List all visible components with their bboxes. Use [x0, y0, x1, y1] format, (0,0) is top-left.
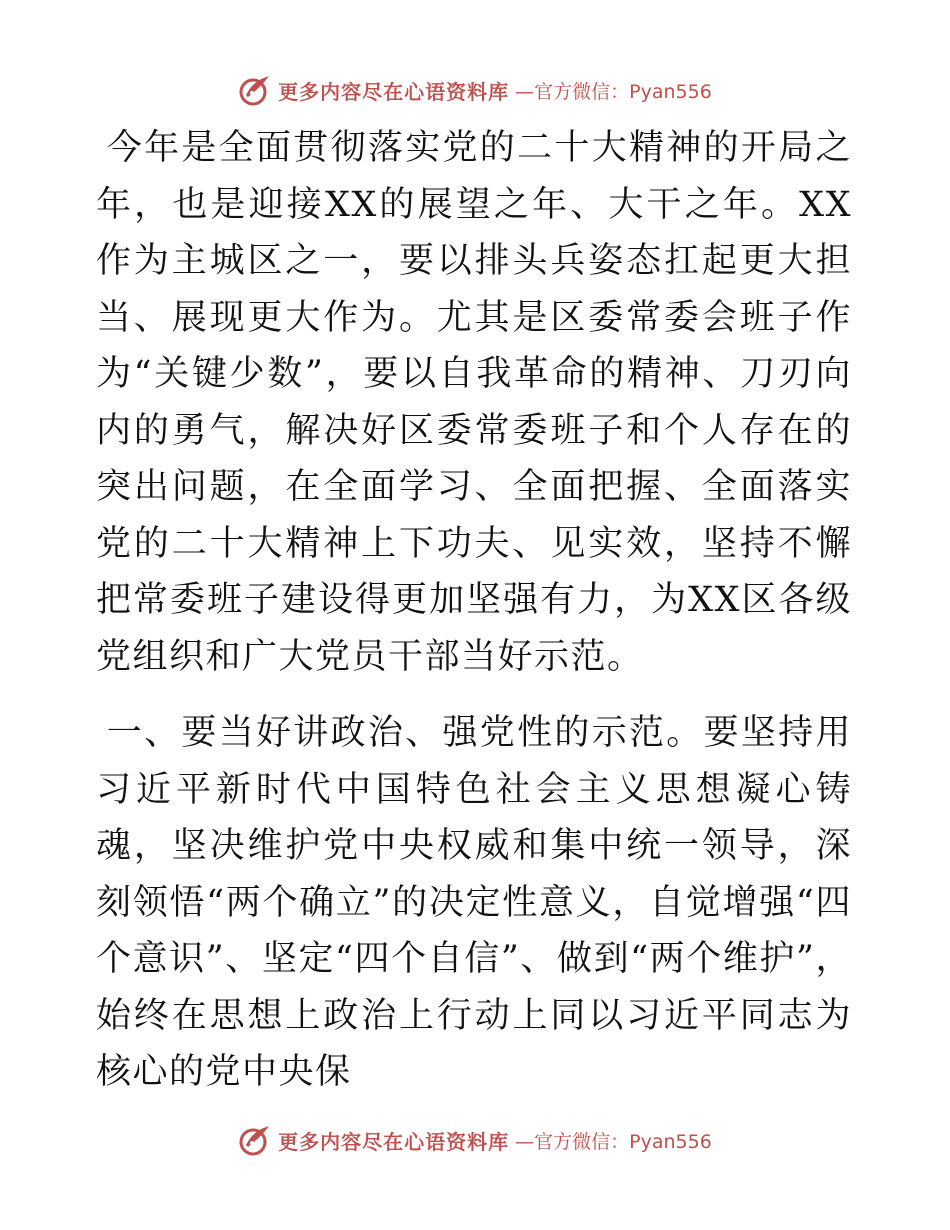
paragraph-intro	[96, 120, 852, 685]
quill-logo-icon	[238, 1123, 272, 1157]
document-body	[96, 120, 852, 1121]
header-watermark-banner	[0, 70, 950, 110]
footer-watermark-banner	[0, 1120, 950, 1160]
banner-contact-text: —官方微信：Pyan556	[515, 1130, 712, 1153]
paragraph-section-one	[96, 705, 852, 1101]
paragraph-intro-text: 今年是全面贯彻落实党的二十大精神的开局之年，也是迎接XX的展望之年、大干之年。XX作为主城区之一，要以排头兵姿态扛起更大担当、展现更大作为。尤其是区委常委会班子作为“关键少数”，要以自我革命的精神、刀刃向内的勇气，解决好区委常委班子和个人存在的突出问题，在全面学习、全面把握、全面落实党的二十大精神上下功夫、见实效，坚持不懈把常委班子建设得更加坚强有力，为XX区各级党组织和广大党员干部当好示范。	[96, 128, 852, 677]
quill-logo-icon	[238, 73, 272, 107]
banner-brand-text: 更多内容尽在心语资料库	[278, 79, 510, 104]
banner-brand-text: 更多内容尽在心语资料库	[278, 1129, 510, 1154]
paragraph-section-one-text: 一、要当好讲政治、强党性的示范。要坚持用习近平新时代中国特色社会主义思想凝心铸魂，坚决维护党中央权威和集中统一领导，深刻领悟“两个确立”的决定性意义，自觉增强“四个意识”、坚定“四个自信”、做到“两个维护”，始终在思想上政治上行动上同以习近平同志为核心的党中央保	[96, 713, 852, 1092]
banner-contact-text: —官方微信：Pyan556	[515, 80, 712, 103]
